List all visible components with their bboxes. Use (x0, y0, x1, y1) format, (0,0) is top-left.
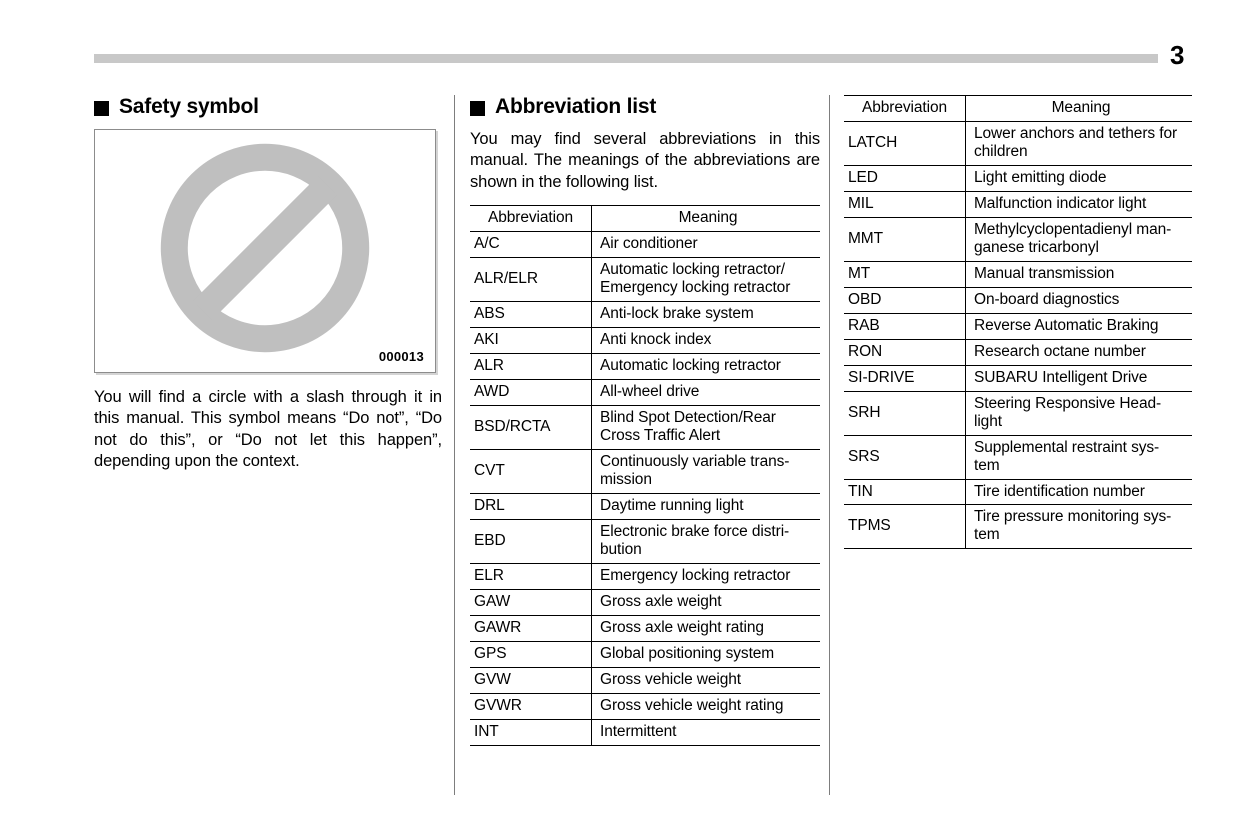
column-divider-left (454, 95, 455, 795)
abbreviation-cell: TIN (844, 479, 966, 505)
abbreviation-cell: AWD (470, 380, 592, 406)
table-row (844, 165, 1192, 191)
meaning-cell: Air conditioner (592, 232, 821, 258)
abbreviation-cell: CVT (470, 450, 592, 494)
abbreviation-cell: MT (844, 261, 966, 287)
meaning-cell: Lower anchors and tethers for children (966, 121, 1193, 165)
meaning-cell: Gross vehicle weight (592, 667, 821, 693)
table-row (470, 693, 820, 719)
column-header-meaning: Meaning (966, 96, 1193, 122)
meaning-cell: Steering Responsive Head- light (966, 391, 1193, 435)
meaning-cell: Light emitting diode (966, 165, 1193, 191)
meaning-cell: Electronic brake force distri- bution (592, 519, 821, 563)
safety-symbol-figure (94, 129, 436, 373)
safety-symbol-body: You will find a circle with a slash through it in this manual. This symbol means “Do not”, “Do not do this”, or “Do not let this happen”, depending upon the context. (94, 388, 442, 471)
prohibition-sign-icon (157, 140, 373, 356)
column-header-abbreviation: Abbreviation (470, 206, 592, 232)
meaning-cell: Manual transmission (966, 261, 1193, 287)
column-header-abbreviation: Abbreviation (844, 96, 966, 122)
meaning-cell: On-board diagnostics (966, 287, 1193, 313)
table-row (844, 391, 1192, 435)
abbreviation-cell: RAB (844, 313, 966, 339)
abbreviation-cell: ELR (470, 563, 592, 589)
abbreviation-cell: SRH (844, 391, 966, 435)
abbreviation-cell: A/C (470, 232, 592, 258)
abbreviation-list-heading (470, 95, 820, 119)
table-row (844, 365, 1192, 391)
table-row (470, 328, 820, 354)
table-row (470, 380, 820, 406)
abbreviation-cell: MMT (844, 217, 966, 261)
table-row (470, 302, 820, 328)
table-header-row (470, 206, 820, 232)
abbreviation-cell: LED (844, 165, 966, 191)
abbreviation-cell: ALR (470, 354, 592, 380)
abbreviation-cell: GVWR (470, 693, 592, 719)
table-row (844, 191, 1192, 217)
abbreviation-cell: ALR/ELR (470, 258, 592, 302)
abbreviation-list-heading-label: Abbreviation list (495, 95, 657, 118)
abbreviation-cell: SRS (844, 435, 966, 479)
table-row (470, 563, 820, 589)
table-row (470, 519, 820, 563)
table-row (844, 313, 1192, 339)
meaning-cell: Anti knock index (592, 328, 821, 354)
meaning-cell: Malfunction indicator light (966, 191, 1193, 217)
meaning-cell: Blind Spot Detection/Rear Cross Traffic Alert (592, 406, 821, 450)
abbreviation-list-intro: You may find several abbreviations in this manual. The meanings of the abbreviations are shown in the following list. (470, 130, 820, 191)
table-row (844, 505, 1192, 549)
table-row (470, 641, 820, 667)
table-row (844, 217, 1192, 261)
table-row (470, 232, 820, 258)
column-header-meaning: Meaning (592, 206, 821, 232)
abbreviation-cell: INT (470, 719, 592, 745)
table-row (470, 493, 820, 519)
table-row (470, 667, 820, 693)
meaning-cell: Research octane number (966, 339, 1193, 365)
abbreviation-list-column (470, 95, 820, 746)
safety-symbol-heading (94, 95, 442, 119)
abbreviation-cell: EBD (470, 519, 592, 563)
meaning-cell: Methylcyclopentadienyl man- ganese tricarbonyl (966, 217, 1193, 261)
meaning-cell: SUBARU Intelligent Drive (966, 365, 1193, 391)
square-bullet-icon (470, 101, 485, 116)
table-row (470, 719, 820, 745)
abbreviation-cell: LATCH (844, 121, 966, 165)
meaning-cell: All-wheel drive (592, 380, 821, 406)
safety-symbol-heading-label: Safety symbol (119, 95, 259, 118)
abbreviation-table-right (844, 95, 1192, 549)
meaning-cell: Emergency locking retractor (592, 563, 821, 589)
table-row (844, 287, 1192, 313)
abbreviation-cell: GAWR (470, 615, 592, 641)
meaning-cell: Global positioning system (592, 641, 821, 667)
table-header-row (844, 96, 1192, 122)
abbreviation-cell: DRL (470, 493, 592, 519)
table-row (470, 589, 820, 615)
meaning-cell: Anti-lock brake system (592, 302, 821, 328)
table-row (844, 339, 1192, 365)
meaning-cell: Gross vehicle weight rating (592, 693, 821, 719)
square-bullet-icon (94, 101, 109, 116)
page-number: 3 (1170, 40, 1184, 70)
meaning-cell: Daytime running light (592, 493, 821, 519)
header-rule (94, 54, 1158, 63)
abbreviation-cell: RON (844, 339, 966, 365)
meaning-cell: Automatic locking retractor (592, 354, 821, 380)
table-row (844, 121, 1192, 165)
meaning-cell: Continuously variable trans- mission (592, 450, 821, 494)
table-row (470, 354, 820, 380)
table-row (470, 615, 820, 641)
meaning-cell: Reverse Automatic Braking (966, 313, 1193, 339)
abbreviation-cell: GAW (470, 589, 592, 615)
abbreviation-cell: GVW (470, 667, 592, 693)
abbreviation-cell: OBD (844, 287, 966, 313)
abbreviation-table-left (470, 205, 820, 745)
table-row (470, 450, 820, 494)
table-row (844, 261, 1192, 287)
table-row (844, 435, 1192, 479)
abbreviation-cell: AKI (470, 328, 592, 354)
meaning-cell: Gross axle weight rating (592, 615, 821, 641)
table-row (470, 406, 820, 450)
figure-code: 000013 (378, 349, 424, 364)
abbreviation-cell: GPS (470, 641, 592, 667)
meaning-cell: Intermittent (592, 719, 821, 745)
safety-symbol-column (94, 95, 442, 473)
abbreviation-cell: BSD/RCTA (470, 406, 592, 450)
meaning-cell: Gross axle weight (592, 589, 821, 615)
column-divider-right (829, 95, 830, 795)
meaning-cell: Tire pressure monitoring sys- tem (966, 505, 1193, 549)
meaning-cell: Supplemental restraint sys- tem (966, 435, 1193, 479)
table-row (844, 479, 1192, 505)
meaning-cell: Automatic locking retractor/ Emergency locking retractor (592, 258, 821, 302)
meaning-cell: Tire identification number (966, 479, 1193, 505)
abbreviation-cell: SI-DRIVE (844, 365, 966, 391)
table-row (470, 258, 820, 302)
abbreviation-cell: ABS (470, 302, 592, 328)
abbreviation-list-column-continued (844, 95, 1192, 549)
abbreviation-cell: MIL (844, 191, 966, 217)
abbreviation-cell: TPMS (844, 505, 966, 549)
